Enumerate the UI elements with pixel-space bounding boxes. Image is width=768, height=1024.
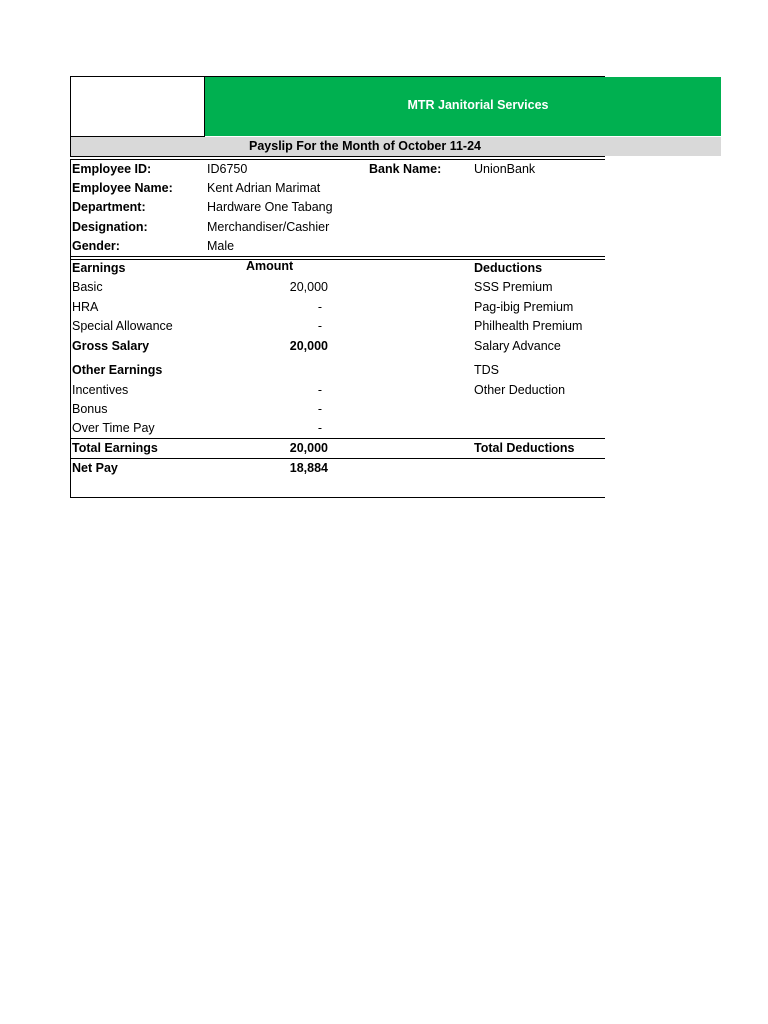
employee-id-label: Employee ID: — [72, 162, 152, 176]
net-pay-label: Net Pay — [72, 461, 118, 475]
logo-cell-left-border — [70, 76, 71, 157]
overtime-pay-amount: - — [317, 421, 322, 435]
department-label: Department: — [72, 200, 146, 214]
hra-label: HRA — [72, 300, 99, 314]
department-value: Hardware One Tabang — [207, 200, 333, 214]
salary-advance-label: Salary Advance — [474, 339, 561, 353]
deductions-header: Deductions — [474, 261, 543, 275]
hra-amount: - — [317, 300, 322, 314]
earnings-header: Earnings — [72, 261, 126, 275]
bonus-label: Bonus — [72, 402, 108, 416]
company-name: MTR Janitorial Services — [407, 98, 549, 112]
header-divider — [70, 136, 205, 137]
gross-salary-amount: 20,000 — [289, 339, 328, 353]
overtime-pay-label: Over Time Pay — [72, 421, 155, 435]
incentives-amount: - — [317, 383, 322, 397]
bottom-border — [70, 497, 605, 498]
total-earnings-amount: 20,000 — [289, 441, 328, 455]
other-earnings-header: Other Earnings — [72, 363, 163, 377]
amount-header: Amount — [246, 259, 294, 273]
special-allowance-label: Special Allowance — [72, 319, 173, 333]
tds-label: TDS — [474, 363, 499, 377]
bank-name-label: Bank Name: — [369, 162, 442, 176]
employee-id-value: ID6750 — [207, 162, 248, 176]
total-deductions-label: Total Deductions — [474, 441, 575, 455]
employee-name-label: Employee Name: — [72, 181, 173, 195]
net-pay-amount: 18,884 — [289, 461, 328, 475]
payslip-title: Payslip For the Month of October 11-24 — [249, 139, 481, 153]
netpay-top-border — [70, 458, 605, 459]
bank-name-value: UnionBank — [474, 162, 536, 176]
pagibig-premium-label: Pag-ibig Premium — [474, 300, 574, 314]
gender-label: Gender: — [72, 239, 120, 253]
other-deduction-label: Other Deduction — [474, 383, 566, 397]
basic-amount: 20,000 — [289, 280, 328, 294]
philhealth-premium-label: Philhealth Premium — [474, 319, 583, 333]
bonus-amount: - — [317, 402, 322, 416]
incentives-label: Incentives — [72, 383, 129, 397]
designation-label: Designation: — [72, 220, 148, 234]
total-earnings-label: Total Earnings — [72, 441, 158, 455]
info-bottom-border — [70, 256, 605, 257]
gross-salary-label: Gross Salary — [72, 339, 150, 353]
designation-value: Merchandiser/Cashier — [207, 220, 330, 234]
employee-name-value: Kent Adrian Marimat — [207, 181, 321, 195]
logo-cell-right-border — [204, 76, 205, 137]
info-top-border — [70, 159, 605, 160]
sss-premium-label: SSS Premium — [474, 280, 553, 294]
top-border — [70, 76, 605, 77]
info-left-border — [70, 159, 71, 498]
basic-label: Basic — [72, 280, 103, 294]
gender-value: Male — [207, 239, 235, 253]
special-allowance-amount: - — [317, 319, 322, 333]
totals-top-border — [70, 438, 605, 439]
payslip-bottom-border — [70, 156, 605, 157]
